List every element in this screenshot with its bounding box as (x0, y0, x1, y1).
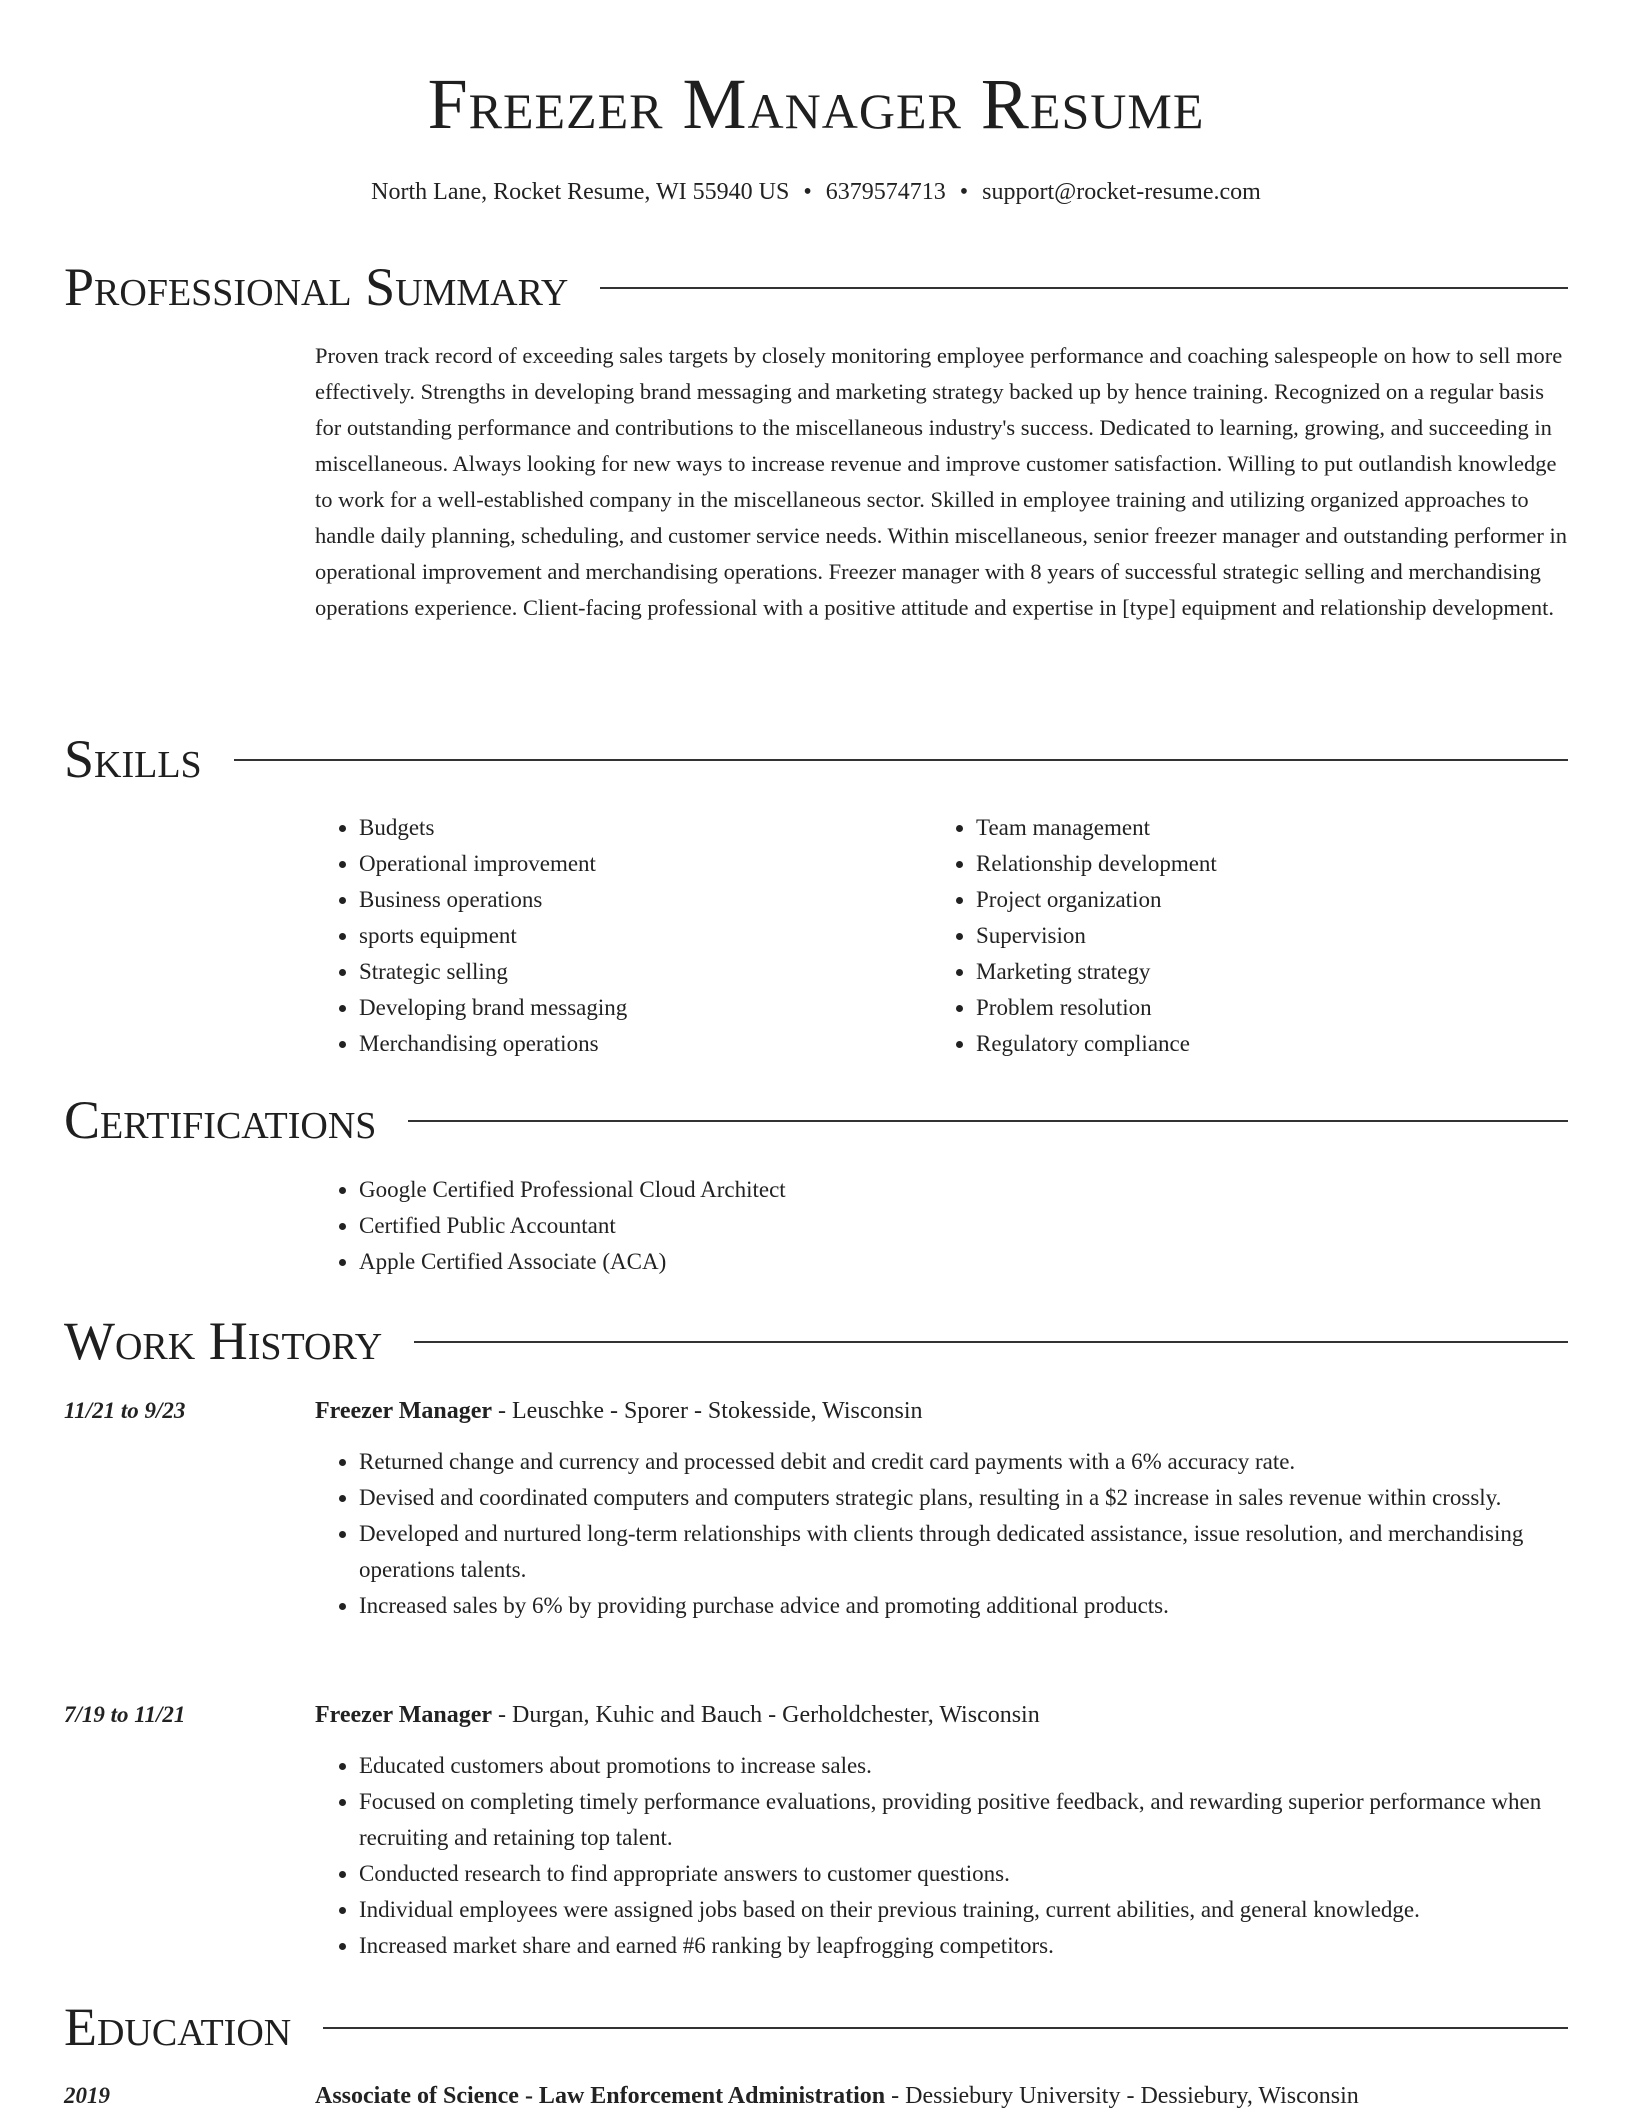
section-divider (323, 2027, 1568, 2029)
certifications-list (315, 1172, 1570, 1280)
work-history-section-header (64, 1306, 1568, 1376)
skill-item: • Regulatory compliance (976, 1026, 1562, 1062)
job-bullet: • Educated customers about promotions to increase sales. (359, 1748, 1570, 1784)
education-year: 2019 (64, 2083, 110, 2108)
section-divider (234, 759, 1568, 761)
job-bullet: • Returned change and currency and processed debit and credit card payments with a 6% accuracy rate. (359, 1444, 1570, 1480)
job-bullet: • Devised and coordinated computers and computers strategic plans, resulting in a $2 increase in sales revenue within crossly. (359, 1480, 1570, 1516)
job-role: Freezer Manager (315, 1398, 493, 1424)
section-divider (600, 287, 1568, 289)
job-bullet: • Increased sales by 6% by providing purchase advice and promoting additional products. (359, 1588, 1570, 1624)
skill-item: • Relationship development (976, 846, 1562, 882)
contact-email: support@rocket-resume.com (982, 179, 1261, 205)
job-responsibilities (315, 1444, 1570, 1624)
certification-item: • Google Certified Professional Cloud Architect (359, 1172, 1570, 1208)
skill-item: • Strategic selling (359, 954, 915, 990)
skill-item: • Problem resolution (976, 990, 1562, 1026)
skills-right-column (932, 810, 1562, 1062)
summary-heading: Professional Summary (64, 257, 569, 317)
certifications-heading: Certifications (64, 1090, 377, 1150)
job-dates: 7/19 to 11/21 (64, 1702, 186, 1727)
resume-title: Freezer Manager Resume (427, 64, 1205, 144)
contact-separator: • (803, 179, 812, 205)
skill-item: • Merchandising operations (359, 1026, 915, 1062)
contact-phone: 6379574713 (825, 179, 946, 205)
skill-item: • Budgets (359, 810, 915, 846)
contact-line (0, 174, 1632, 210)
education-line (315, 2078, 1570, 2114)
education-school: - Dessiebury University - Dessiebury, Wisconsin (885, 2083, 1359, 2109)
job-title-line (315, 1393, 1570, 1429)
section-divider (414, 1341, 1568, 1343)
job-bullet: • Increased market share and earned #6 ranking by leapfrogging competitors. (359, 1928, 1570, 1964)
skill-item: • Marketing strategy (976, 954, 1562, 990)
certifications-section-header (64, 1085, 1568, 1155)
work-history-heading: Work History (64, 1311, 383, 1371)
certification-item: • Apple Certified Associate (ACA) (359, 1244, 1570, 1280)
contact-address: North Lane, Rocket Resume, WI 55940 US (371, 179, 790, 205)
skill-item: • Team management (976, 810, 1562, 846)
summary-text: Proven track record of exceeding sales targets by closely monitoring employee performance and coaching salespeople on how to sell more effectively. Strengths in developing brand messaging and marketing strategy backed up by hence training. Recognized on a regular basis for outstanding performance and contributions to the miscellaneous industry's success. Dedicated to learning, growing, and succeeding in miscellaneous. Always looking for new ways to increase revenue and improve customer satisfaction. Willing to put outlandish knowledge to work for a well-established company in the miscellaneous sector. Skilled in employee training and utilizing organized approaches to handle daily planning, scheduling, and customer service needs. Within miscellaneous, senior freezer manager and outstanding performer in operational improvement and merchandising operations. Freezer manager with 8 years of successful strategic selling and merchandising operations experience. Client-facing professional with a positive attitude and expertise in [type] equipment and relationship development. (315, 343, 1568, 620)
job-title-line (315, 1697, 1570, 1733)
skill-item: • Business operations (359, 882, 915, 918)
job-bullet: • Developed and nurtured long-term relationships with clients through dedicated assistance, issue resolution, and merchandising operations talents. (359, 1516, 1570, 1588)
summary-section-header (64, 252, 1568, 322)
skills-section-header (64, 724, 1568, 794)
job-role: Freezer Manager (315, 1702, 493, 1728)
education-degree: Associate of Science - Law Enforcement Administration (315, 2083, 886, 2109)
job-dates: 11/21 to 9/23 (64, 1398, 186, 1423)
job-employer: - Leuschke - Sporer - Stokesside, Wisconsin (492, 1398, 923, 1424)
job-responsibilities (315, 1748, 1570, 1964)
contact-separator: • (959, 179, 969, 205)
job-bullet: • Focused on completing timely performance evaluations, providing positive feedback, and rewarding superior performance when recruiting and retaining top talent. (359, 1784, 1570, 1856)
education-section-header (64, 1992, 1568, 2062)
skills-left-column (315, 810, 915, 1062)
skill-item: • sports equipment (359, 918, 915, 954)
skill-item: • Project organization (976, 882, 1562, 918)
job-bullet: • Individual employees were assigned jobs based on their previous training, current abilities, and general knowledge. (359, 1892, 1570, 1928)
skill-item: • Supervision (976, 918, 1562, 954)
skill-item: • Developing brand messaging (359, 990, 915, 1026)
section-divider (408, 1120, 1568, 1122)
education-heading: Education (64, 1997, 292, 2057)
certification-item: • Certified Public Accountant (359, 1208, 1570, 1244)
job-bullet: • Conducted research to find appropriate answers to customer questions. (359, 1856, 1570, 1892)
job-employer: - Durgan, Kuhic and Bauch - Gerholdchester, Wisconsin (492, 1702, 1040, 1728)
skill-item: • Operational improvement (359, 846, 915, 882)
skills-heading: Skills (64, 729, 202, 789)
